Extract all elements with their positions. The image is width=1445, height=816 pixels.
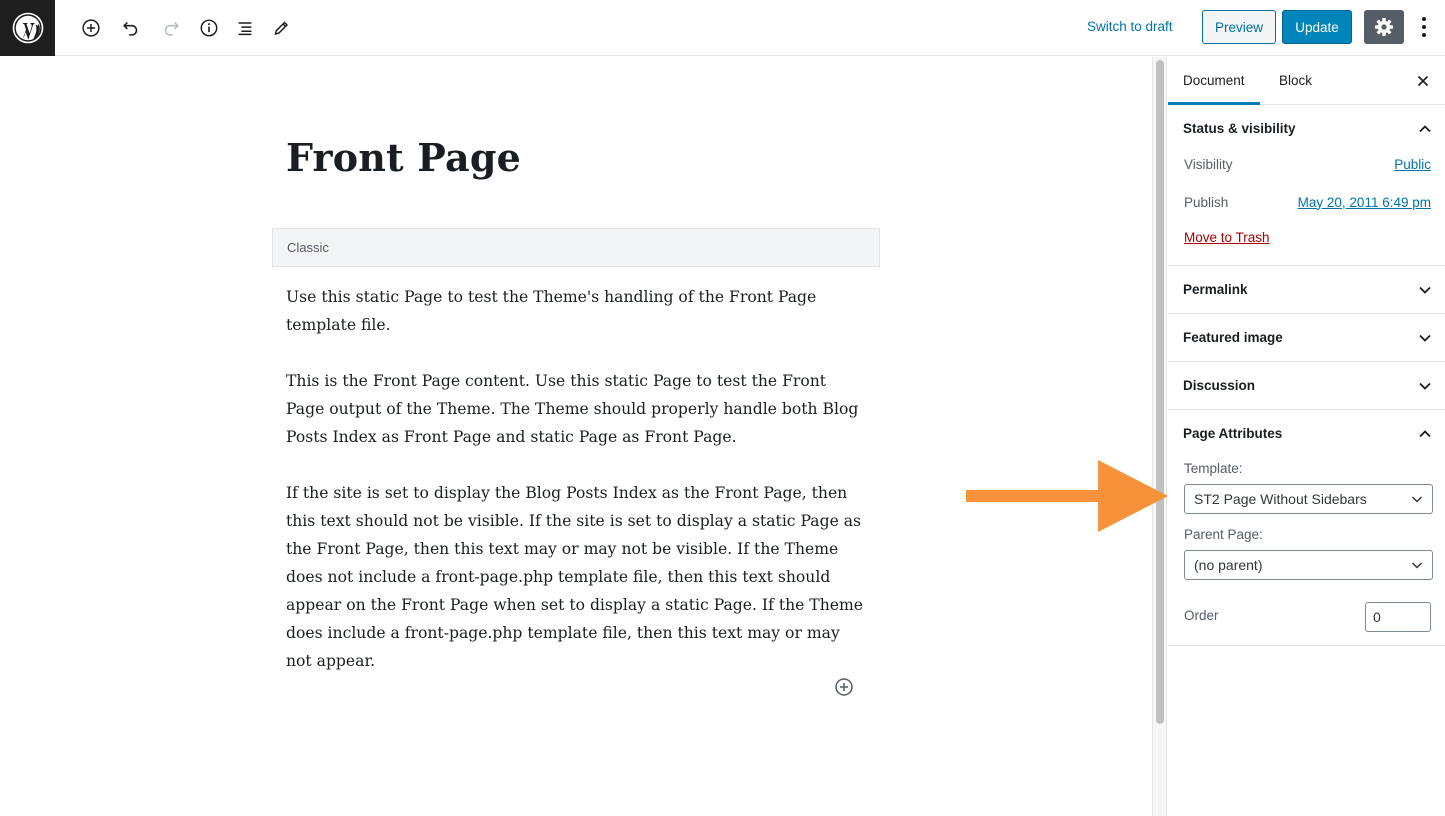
panel-discussion: [1168, 362, 1445, 410]
tab-block[interactable]: Block: [1264, 57, 1327, 105]
annotation-arrow-icon: [964, 458, 1170, 534]
panel-title: Discussion: [1183, 378, 1256, 393]
paragraph[interactable]: If the site is set to display the Blog Posts Index as the Front Page, then this text should not be visible. If the site is set to display a static Page as the Front Page, then this text may or may not be visible. If the Theme does not include a front-page.php template file, then this text should appear on the Front Page when set to display a static Page. If the Theme does include a front-page.php template file, then this text may or may not appear.: [286, 484, 863, 670]
visibility-link[interactable]: Public: [1394, 156, 1431, 172]
visibility-row: [1168, 154, 1445, 174]
inline-add-block-icon[interactable]: [834, 677, 854, 697]
panel-page-attributes: [1168, 410, 1445, 646]
redo-icon[interactable]: [157, 14, 185, 42]
chevron-down-icon: [1411, 559, 1423, 571]
panel-toggle-status[interactable]: [1168, 105, 1445, 152]
parent-page-label: Parent Page:: [1184, 527, 1263, 542]
preview-button[interactable]: Preview: [1202, 10, 1276, 44]
publish-row: [1168, 192, 1445, 212]
tab-document[interactable]: Document: [1168, 57, 1260, 105]
panel-title: Status & visibility: [1183, 121, 1296, 136]
parent-page-select[interactable]: [1184, 550, 1433, 580]
edit-tools-icon[interactable]: [267, 14, 295, 42]
move-to-trash-link[interactable]: Move to Trash: [1184, 230, 1270, 245]
gear-icon: [1374, 17, 1394, 37]
paragraph[interactable]: This is the Front Page content. Use this static Page to test the Front Page output of the Theme. The Theme should properly handle both Blog Posts Index as Front Page and static Page as Front Page.: [286, 372, 859, 446]
panel-toggle-page-attributes[interactable]: [1168, 410, 1445, 457]
order-input[interactable]: [1365, 602, 1431, 632]
order-label: Order: [1184, 608, 1219, 623]
undo-icon[interactable]: [117, 14, 145, 42]
template-label: Template:: [1184, 461, 1243, 476]
panel-title: Permalink: [1183, 282, 1248, 297]
chevron-down-icon: [1411, 493, 1423, 505]
panel-toggle-discussion[interactable]: [1168, 362, 1445, 409]
chevron-up-icon: [1417, 426, 1433, 442]
classic-block-toolbar[interactable]: Classic: [272, 228, 880, 267]
order-row: [1168, 602, 1445, 632]
update-button[interactable]: Update: [1282, 10, 1352, 44]
parent-page-select-value: (no parent): [1194, 557, 1263, 573]
panel-toggle-featured-image[interactable]: [1168, 314, 1445, 361]
close-icon: [1417, 75, 1429, 87]
add-block-icon[interactable]: [77, 14, 105, 42]
switch-to-draft-button[interactable]: Switch to draft: [1087, 19, 1173, 34]
settings-sidebar: [1168, 57, 1445, 816]
chevron-up-icon: [1417, 121, 1433, 137]
wordpress-logo-icon[interactable]: [0, 0, 55, 56]
template-select[interactable]: [1184, 484, 1433, 514]
editor-canvas: [0, 57, 1152, 816]
sidebar-tabs: [1168, 57, 1445, 105]
info-icon[interactable]: [195, 14, 223, 42]
panel-toggle-permalink[interactable]: [1168, 266, 1445, 313]
block-navigation-icon[interactable]: [231, 14, 259, 42]
panel-featured-image: [1168, 314, 1445, 362]
settings-button[interactable]: [1364, 10, 1404, 44]
chevron-down-icon: [1417, 330, 1433, 346]
scrollbar-thumb[interactable]: [1156, 60, 1164, 724]
template-select-value: ST2 Page Without Sidebars: [1194, 491, 1367, 507]
chevron-down-icon: [1417, 282, 1433, 298]
paragraph[interactable]: Use this static Page to test the Theme's handling of the Front Page template file.: [286, 288, 817, 334]
classic-block-content[interactable]: [286, 283, 866, 703]
more-options-button[interactable]: [1412, 10, 1436, 44]
panel-permalink: [1168, 266, 1445, 314]
post-title[interactable]: Front Page: [286, 135, 522, 180]
editor-header: [0, 0, 1445, 56]
visibility-label: Visibility: [1184, 156, 1233, 172]
close-sidebar-button[interactable]: [1413, 71, 1433, 91]
panel-title: Page Attributes: [1183, 426, 1283, 441]
chevron-down-icon: [1417, 378, 1433, 394]
more-vertical-icon: [1421, 16, 1427, 38]
trash-row: [1168, 229, 1445, 249]
publish-label: Publish: [1184, 194, 1229, 210]
panel-status-visibility: [1168, 105, 1445, 266]
publish-date-link[interactable]: May 20, 2011 6:49 pm: [1297, 194, 1431, 210]
editor-scrollbar[interactable]: [1152, 57, 1167, 816]
panel-title: Featured image: [1183, 330, 1283, 345]
